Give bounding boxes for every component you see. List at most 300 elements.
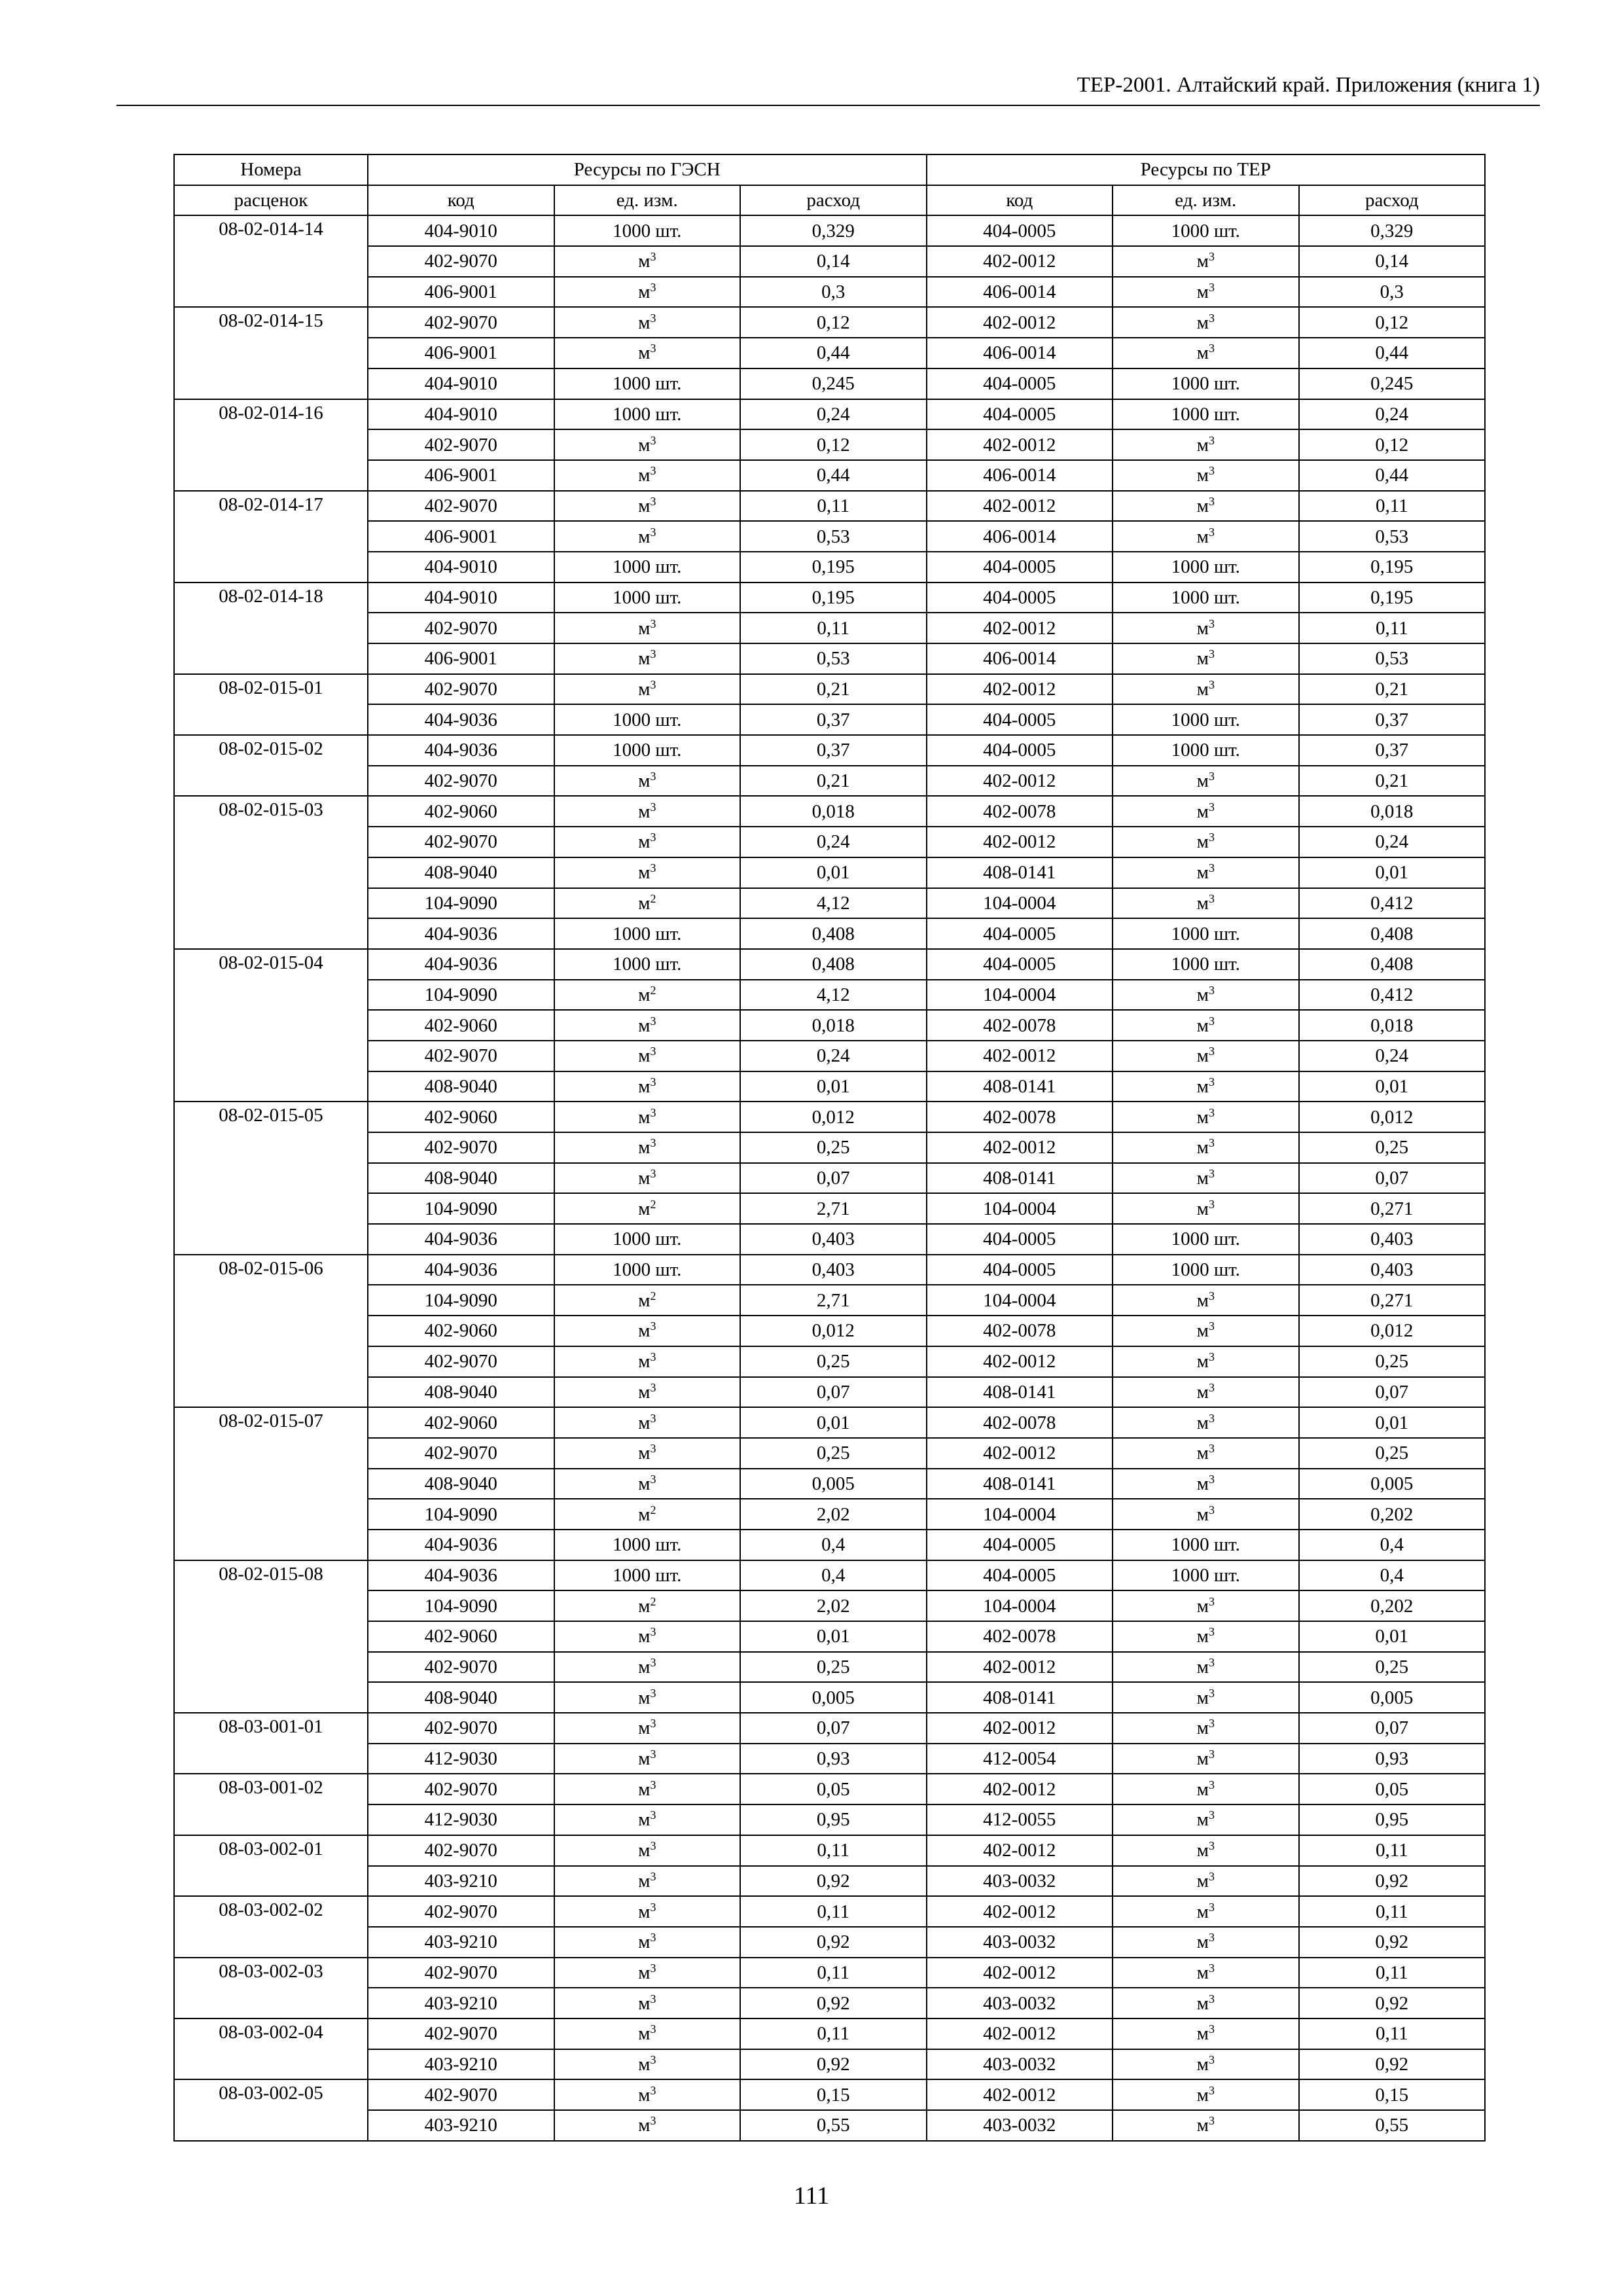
gesn-rate-cell: 0,44 (740, 460, 927, 491)
unit-exponent: 3 (1208, 1319, 1215, 1333)
unit-exponent: 3 (650, 647, 656, 661)
table-row (174, 674, 1485, 705)
gesn-code-cell: 406-9001 (368, 338, 554, 368)
ter-rate-cell: 0,4 (1299, 1560, 1486, 1591)
ter-rate-cell: 0,53 (1299, 643, 1486, 674)
ter-unit-cell: 1000 шт. (1113, 704, 1299, 735)
gesn-unit-cell: $м^2$ (554, 888, 741, 919)
gesn-rate-cell: 0,15 (740, 2079, 927, 2110)
unit-exponent: 3 (1208, 1778, 1215, 1791)
ter-code-cell: 104-0004 (927, 1590, 1113, 1621)
ter-unit-cell: $м^3$ (1113, 1102, 1299, 1132)
unit-exponent: 3 (650, 342, 656, 355)
gesn-rate-cell: 2,71 (740, 1193, 927, 1224)
table-row (174, 1774, 1485, 1804)
table-row (174, 215, 1485, 246)
ter-unit-cell: $м^3$ (1113, 766, 1299, 797)
table-row (174, 521, 1485, 552)
gesn-rate-cell: 0,95 (740, 1804, 927, 1835)
gesn-code-cell: 402-9070 (368, 613, 554, 643)
ter-unit-cell: $м^3$ (1113, 1407, 1299, 1438)
gesn-unit-cell: $м^3$ (554, 827, 741, 857)
table-row (174, 1866, 1485, 1897)
gesn-code-cell: 408-9040 (368, 1071, 554, 1102)
gesn-code-cell: 104-9090 (368, 1590, 554, 1621)
table-row (174, 491, 1485, 522)
ter-rate-cell: 0,012 (1299, 1316, 1486, 1346)
gesn-rate-cell: 0,11 (740, 1958, 927, 1988)
ter-rate-cell: 0,07 (1299, 1163, 1486, 1194)
table-row (174, 613, 1485, 643)
unit-exponent: 3 (1208, 891, 1215, 905)
unit-exponent: 3 (1208, 861, 1215, 875)
gesn-unit-cell: $м^3$ (554, 796, 741, 827)
table-row (174, 1652, 1485, 1683)
rate-number: 08-02-015-03 (219, 799, 323, 821)
unit-exponent: 3 (1208, 1411, 1215, 1425)
ter-unit-cell: $м^3$ (1113, 1988, 1299, 2018)
gesn-unit-cell: $м^3$ (554, 2049, 741, 2080)
ter-unit-cell: $м^3$ (1113, 1590, 1299, 1621)
unit-exponent: 3 (650, 1442, 656, 1456)
ter-code-cell: 403-0032 (927, 1988, 1113, 2018)
ter-code-cell: 402-0078 (927, 796, 1113, 827)
ter-code-cell: 104-0004 (927, 1285, 1113, 1316)
head-ter-rate: расход (1299, 185, 1486, 216)
gesn-unit-cell: $м^3$ (554, 1407, 741, 1438)
ter-unit-cell: 1000 шт. (1113, 368, 1299, 399)
unit-exponent: 3 (650, 464, 656, 478)
gesn-unit-cell: $м^2$ (554, 1285, 741, 1316)
ter-rate-cell: 0,245 (1299, 368, 1486, 399)
ter-rate-cell: 0,92 (1299, 1927, 1486, 1958)
table-row (174, 429, 1485, 460)
ter-rate-cell: 0,53 (1299, 521, 1486, 552)
unit-exponent: 3 (1208, 770, 1215, 783)
gesn-code-cell: 402-9070 (368, 674, 554, 705)
unit-exponent: 3 (1208, 1442, 1215, 1456)
gesn-rate-cell: 0,53 (740, 521, 927, 552)
rate-number-cell (174, 949, 368, 1102)
rate-number-cell (174, 491, 368, 583)
rate-number: 08-03-002-01 (219, 1838, 323, 1859)
unit-exponent: 3 (1208, 1503, 1215, 1516)
ter-code-cell: 402-0012 (927, 613, 1113, 643)
gesn-code-cell: 402-9070 (368, 1132, 554, 1163)
ter-rate-cell: 0,24 (1299, 1041, 1486, 1071)
gesn-code-cell: 406-9001 (368, 460, 554, 491)
ter-rate-cell: 0,408 (1299, 949, 1486, 980)
gesn-unit-cell: $м^3$ (554, 1377, 741, 1408)
unit-exponent: 3 (650, 1992, 656, 2005)
gesn-rate-cell: 0,07 (740, 1163, 927, 1194)
ter-rate-cell: 0,25 (1299, 1132, 1486, 1163)
ter-code-cell: 402-0012 (927, 827, 1113, 857)
ter-rate-cell: 0,55 (1299, 2110, 1486, 2141)
gesn-unit-cell: $м^3$ (554, 613, 741, 643)
unit-exponent: 3 (650, 1625, 656, 1639)
gesn-code-cell: 404-9036 (368, 918, 554, 949)
ter-unit-cell: $м^3$ (1113, 460, 1299, 491)
unit-exponent: 3 (1208, 433, 1215, 447)
ter-code-cell: 404-0005 (927, 552, 1113, 583)
table-row (174, 1988, 1485, 2018)
gesn-code-cell: 404-9010 (368, 215, 554, 246)
ter-rate-cell: 0,01 (1299, 1071, 1486, 1102)
unit-exponent: 3 (1208, 495, 1215, 509)
rate-number: 08-02-015-07 (219, 1410, 323, 1432)
table-row (174, 857, 1485, 888)
gesn-unit-cell: $м^3$ (554, 491, 741, 522)
gesn-unit-cell: 1000 шт. (554, 583, 741, 613)
gesn-code-cell: 104-9090 (368, 1193, 554, 1224)
rate-number-cell (174, 215, 368, 307)
ter-rate-cell: 0,4 (1299, 1530, 1486, 1560)
ter-code-cell: 404-0005 (927, 368, 1113, 399)
ter-unit-cell: 1000 шт. (1113, 1224, 1299, 1255)
gesn-code-cell: 402-9070 (368, 1835, 554, 1866)
unit-exponent: 3 (1208, 647, 1215, 661)
unit-exponent: 2 (650, 1594, 656, 1608)
rate-number-cell (174, 2079, 368, 2140)
ter-code-cell: 402-0012 (927, 1896, 1113, 1927)
table-row (174, 1499, 1485, 1530)
unit-exponent: 3 (1208, 250, 1215, 264)
gesn-code-cell: 412-9030 (368, 1804, 554, 1835)
ter-code-cell: 408-0141 (927, 1071, 1113, 1102)
gesn-rate-cell: 0,012 (740, 1316, 927, 1346)
gesn-unit-cell: $м^3$ (554, 1621, 741, 1652)
table-row (174, 1469, 1485, 1499)
unit-exponent: 3 (1208, 2083, 1215, 2097)
gesn-unit-cell: $м^3$ (554, 460, 741, 491)
ter-unit-cell: $м^3$ (1113, 307, 1299, 338)
table-row (174, 1102, 1485, 1132)
unit-exponent: 3 (1208, 1717, 1215, 1731)
rate-number-cell (174, 1958, 368, 2018)
gesn-code-cell: 402-9070 (368, 1438, 554, 1469)
table-row (174, 1041, 1485, 1071)
gesn-rate-cell: 0,329 (740, 215, 927, 246)
gesn-unit-cell: $м^3$ (554, 1866, 741, 1897)
ter-unit-cell: $м^3$ (1113, 2110, 1299, 2141)
rate-number: 08-02-015-05 (219, 1105, 323, 1126)
ter-unit-cell: $м^3$ (1113, 1469, 1299, 1499)
unit-exponent: 2 (650, 1503, 656, 1516)
ter-code-cell: 408-0141 (927, 857, 1113, 888)
gesn-unit-cell: $м^3$ (554, 1804, 741, 1835)
ter-rate-cell: 0,44 (1299, 460, 1486, 491)
ter-code-cell: 404-0005 (927, 399, 1113, 430)
gesn-rate-cell: 0,195 (740, 583, 927, 613)
ter-code-cell: 104-0004 (927, 888, 1113, 919)
gesn-rate-cell: 4,12 (740, 980, 927, 1011)
ter-unit-cell: $м^3$ (1113, 338, 1299, 368)
unit-exponent: 3 (650, 1014, 656, 1028)
unit-exponent: 3 (1208, 1962, 1215, 1975)
unit-exponent: 3 (1208, 1625, 1215, 1639)
rate-number: 08-02-015-06 (219, 1257, 323, 1279)
rate-number-cell (174, 2018, 368, 2079)
unit-exponent: 3 (650, 1839, 656, 1853)
unit-exponent: 3 (650, 1136, 656, 1150)
rate-number: 08-02-014-15 (219, 310, 323, 332)
gesn-rate-cell: 0,21 (740, 674, 927, 705)
unit-exponent: 3 (650, 1411, 656, 1425)
unit-exponent: 3 (1208, 1136, 1215, 1150)
ter-unit-cell: $м^3$ (1113, 1438, 1299, 1469)
unit-exponent: 3 (1208, 1014, 1215, 1028)
gesn-code-cell: 402-9070 (368, 1958, 554, 1988)
unit-exponent: 3 (1208, 1167, 1215, 1181)
ter-unit-cell: $м^3$ (1113, 1652, 1299, 1683)
ter-unit-cell: $м^3$ (1113, 1804, 1299, 1835)
rate-number: 08-02-014-18 (219, 585, 323, 607)
gesn-rate-cell: 0,24 (740, 827, 927, 857)
gesn-unit-cell: $м^3$ (554, 1469, 741, 1499)
table-row (174, 1896, 1485, 1927)
gesn-code-cell: 404-9036 (368, 1560, 554, 1591)
rate-number: 08-02-015-02 (219, 738, 323, 760)
ter-rate-cell: 0,018 (1299, 1010, 1486, 1041)
ter-rate-cell: 0,408 (1299, 918, 1486, 949)
ter-code-cell: 412-0055 (927, 1804, 1113, 1835)
unit-exponent: 3 (1208, 2022, 1215, 2036)
table-row (174, 1071, 1485, 1102)
gesn-code-cell: 402-9070 (368, 429, 554, 460)
gesn-code-cell: 402-9070 (368, 1774, 554, 1804)
gesn-rate-cell: 0,53 (740, 643, 927, 674)
table-row (174, 307, 1485, 338)
gesn-rate-cell: 4,12 (740, 888, 927, 919)
unit-exponent: 3 (650, 2114, 656, 2128)
table-row (174, 1621, 1485, 1652)
ter-code-cell: 404-0005 (927, 1560, 1113, 1591)
head-ter-unit: ед. изм. (1113, 185, 1299, 216)
gesn-code-cell: 402-9070 (368, 827, 554, 857)
ter-unit-cell: $м^3$ (1113, 1621, 1299, 1652)
rate-number-cell (174, 796, 368, 948)
unit-exponent: 3 (650, 861, 656, 875)
table-row (174, 888, 1485, 919)
rate-number-cell (174, 1102, 368, 1254)
unit-exponent: 3 (1208, 1289, 1215, 1302)
ter-unit-cell: 1000 шт. (1113, 399, 1299, 430)
gesn-rate-cell: 0,12 (740, 307, 927, 338)
ter-code-cell: 402-0078 (927, 1407, 1113, 1438)
gesn-rate-cell: 0,93 (740, 1744, 927, 1774)
head-ter-code: код (927, 185, 1113, 216)
ter-rate-cell: 0,195 (1299, 552, 1486, 583)
ter-rate-cell: 0,21 (1299, 674, 1486, 705)
unit-exponent: 3 (650, 1869, 656, 1883)
unit-exponent: 3 (650, 311, 656, 325)
table-row (174, 460, 1485, 491)
unit-exponent: 3 (1208, 831, 1215, 844)
head-number-line1: Номера (174, 154, 368, 185)
gesn-unit-cell: $м^3$ (554, 1346, 741, 1377)
gesn-code-cell: 104-9090 (368, 1285, 554, 1316)
head-gesn-rate: расход (740, 185, 927, 216)
table-row (174, 399, 1485, 430)
unit-exponent: 3 (1208, 1931, 1215, 1945)
gesn-code-cell: 402-9060 (368, 1407, 554, 1438)
unit-exponent: 3 (650, 800, 656, 814)
gesn-code-cell: 402-9070 (368, 1041, 554, 1071)
head-gesn: Ресурсы по ГЭСН (368, 154, 927, 185)
gesn-unit-cell: $м^3$ (554, 1958, 741, 1988)
unit-exponent: 3 (650, 1686, 656, 1700)
rate-number: 08-03-002-02 (219, 1899, 323, 1921)
unit-exponent: 3 (1208, 984, 1215, 997)
ter-code-cell: 403-0032 (927, 2110, 1113, 2141)
gesn-rate-cell: 0,12 (740, 429, 927, 460)
gesn-unit-cell: $м^3$ (554, 1774, 741, 1804)
gesn-code-cell: 408-9040 (368, 1682, 554, 1713)
gesn-rate-cell: 0,21 (740, 766, 927, 797)
ter-rate-cell: 0,21 (1299, 766, 1486, 797)
gesn-unit-cell: $м^3$ (554, 2018, 741, 2049)
ter-code-cell: 406-0014 (927, 338, 1113, 368)
gesn-code-cell: 404-9036 (368, 1530, 554, 1560)
unit-exponent: 3 (650, 433, 656, 447)
ter-unit-cell: $м^3$ (1113, 1682, 1299, 1713)
ter-code-cell: 408-0141 (927, 1469, 1113, 1499)
ter-code-cell: 404-0005 (927, 583, 1113, 613)
gesn-code-cell: 402-9070 (368, 1652, 554, 1683)
ter-code-cell: 402-0012 (927, 1774, 1113, 1804)
rate-number-cell (174, 1774, 368, 1835)
gesn-code-cell: 402-9070 (368, 766, 554, 797)
gesn-code-cell: 412-9030 (368, 1744, 554, 1774)
ter-rate-cell: 0,11 (1299, 1958, 1486, 1988)
head-number-line2: расценок (174, 185, 368, 216)
rate-number: 08-02-015-04 (219, 952, 323, 973)
unit-exponent: 3 (1208, 1075, 1215, 1089)
ter-unit-cell: $м^3$ (1113, 1896, 1299, 1927)
table-row (174, 766, 1485, 797)
ter-unit-cell: 1000 шт. (1113, 1560, 1299, 1591)
ter-unit-cell: $м^3$ (1113, 1010, 1299, 1041)
head-ter: Ресурсы по ТЕР (927, 154, 1486, 185)
ter-rate-cell: 0,202 (1299, 1590, 1486, 1621)
gesn-code-cell: 404-9010 (368, 552, 554, 583)
unit-exponent: 3 (650, 1931, 656, 1945)
ter-rate-cell: 0,25 (1299, 1652, 1486, 1683)
ter-unit-cell: $м^3$ (1113, 1316, 1299, 1346)
ter-rate-cell: 0,005 (1299, 1682, 1486, 1713)
ter-rate-cell: 0,403 (1299, 1224, 1486, 1255)
ter-unit-cell: $м^3$ (1113, 796, 1299, 827)
gesn-unit-cell: 1000 шт. (554, 918, 741, 949)
ter-code-cell: 404-0005 (927, 1224, 1113, 1255)
unit-exponent: 3 (1208, 1869, 1215, 1883)
gesn-rate-cell: 0,018 (740, 1010, 927, 1041)
unit-exponent: 3 (650, 1167, 656, 1181)
table-row (174, 735, 1485, 766)
gesn-unit-cell: $м^3$ (554, 246, 741, 277)
ter-unit-cell: $м^3$ (1113, 2079, 1299, 2110)
ter-code-cell: 412-0054 (927, 1744, 1113, 1774)
table-row (174, 2079, 1485, 2110)
ter-rate-cell: 0,37 (1299, 735, 1486, 766)
ter-unit-cell: $м^3$ (1113, 1041, 1299, 1071)
ter-code-cell: 402-0012 (927, 307, 1113, 338)
gesn-rate-cell: 0,25 (740, 1132, 927, 1163)
gesn-unit-cell: $м^3$ (554, 2079, 741, 2110)
table-row (174, 1682, 1485, 1713)
gesn-rate-cell: 0,408 (740, 918, 927, 949)
table-row (174, 980, 1485, 1011)
table-row (174, 1560, 1485, 1591)
table-row (174, 918, 1485, 949)
gesn-rate-cell: 0,01 (740, 857, 927, 888)
unit-exponent: 3 (650, 770, 656, 783)
ter-rate-cell: 0,24 (1299, 827, 1486, 857)
gesn-rate-cell: 0,92 (740, 1927, 927, 1958)
table-row (174, 338, 1485, 368)
ter-code-cell: 402-0012 (927, 429, 1113, 460)
gesn-code-cell: 404-9036 (368, 1224, 554, 1255)
ter-rate-cell: 0,018 (1299, 796, 1486, 827)
table-row (174, 1958, 1485, 1988)
unit-exponent: 3 (1208, 1594, 1215, 1608)
rate-number-cell (174, 1835, 368, 1896)
gesn-unit-cell: 1000 шт. (554, 215, 741, 246)
gesn-code-cell: 402-9070 (368, 1346, 554, 1377)
page-number: 111 (793, 2182, 830, 2210)
gesn-code-cell: 403-9210 (368, 1866, 554, 1897)
gesn-unit-cell: $м^3$ (554, 2110, 741, 2141)
unit-exponent: 3 (650, 2083, 656, 2097)
rate-number: 08-03-001-01 (219, 1716, 323, 1738)
gesn-code-cell: 408-9040 (368, 1377, 554, 1408)
gesn-rate-cell: 2,71 (740, 1285, 927, 1316)
gesn-unit-cell: $м^3$ (554, 1896, 741, 1927)
ter-rate-cell: 0,403 (1299, 1255, 1486, 1285)
ter-rate-cell: 0,11 (1299, 491, 1486, 522)
gesn-unit-cell: 1000 шт. (554, 399, 741, 430)
unit-exponent: 3 (1208, 1839, 1215, 1853)
gesn-rate-cell: 0,05 (740, 1774, 927, 1804)
ter-rate-cell: 0,15 (1299, 2079, 1486, 2110)
unit-exponent: 3 (650, 1962, 656, 1975)
gesn-rate-cell: 0,44 (740, 338, 927, 368)
ter-unit-cell: $м^3$ (1113, 2049, 1299, 2080)
gesn-unit-cell: 1000 шт. (554, 735, 741, 766)
gesn-unit-cell: $м^3$ (554, 1988, 741, 2018)
ter-unit-cell: $м^3$ (1113, 1193, 1299, 1224)
table-row (174, 1804, 1485, 1835)
gesn-unit-cell: $м^3$ (554, 1652, 741, 1683)
gesn-unit-cell: $м^3$ (554, 643, 741, 674)
rate-number-cell (174, 1713, 368, 1774)
ter-unit-cell: 1000 шт. (1113, 583, 1299, 613)
gesn-rate-cell: 0,11 (740, 2018, 927, 2049)
ter-unit-cell: $м^3$ (1113, 1499, 1299, 1530)
ter-rate-cell: 0,93 (1299, 1744, 1486, 1774)
unit-exponent: 3 (650, 2022, 656, 2036)
gesn-code-cell: 402-9060 (368, 1010, 554, 1041)
table-row (174, 368, 1485, 399)
ter-unit-cell: 1000 шт. (1113, 735, 1299, 766)
unit-exponent: 2 (650, 984, 656, 997)
gesn-rate-cell: 0,3 (740, 277, 927, 308)
table-row (174, 1438, 1485, 1469)
ter-code-cell: 104-0004 (927, 980, 1113, 1011)
gesn-code-cell: 402-9070 (368, 491, 554, 522)
gesn-unit-cell: $м^3$ (554, 277, 741, 308)
